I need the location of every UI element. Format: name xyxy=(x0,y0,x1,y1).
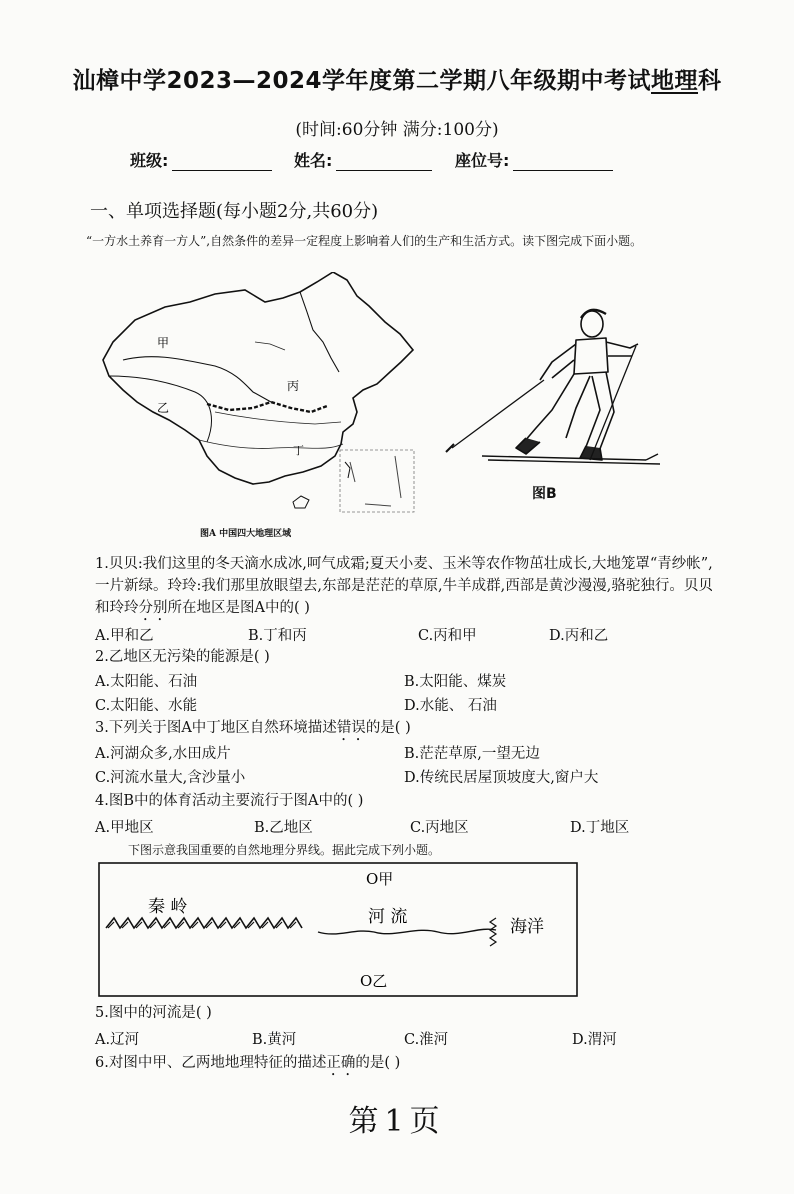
question-4: 4.图B中的体育活动主要流行于图A中的( ) xyxy=(95,793,364,809)
name-field xyxy=(294,148,432,171)
q2-option-c[interactable]: C.太阳能、水能 xyxy=(95,698,198,714)
title-tail: 科 xyxy=(698,68,722,94)
q5-option-c[interactable]: C.淮河 xyxy=(404,1032,449,1048)
river xyxy=(318,929,496,934)
boundary-frame xyxy=(99,863,577,996)
q6-stem-pre: 6.对图中甲、乙两地地理特征的描述 xyxy=(95,1055,327,1071)
q4-option-a[interactable]: A.甲地区 xyxy=(95,820,154,836)
q4-option-c[interactable]: C.丙地区 xyxy=(410,820,469,836)
boundary-line xyxy=(300,292,339,372)
china-outline xyxy=(103,272,413,484)
region-label-yi: 乙 xyxy=(157,401,170,415)
q5-option-a[interactable]: A.辽河 xyxy=(95,1032,140,1048)
ski xyxy=(488,460,660,464)
boundary-line xyxy=(123,357,271,402)
q3-option-c[interactable]: C.河流水量大,含沙量小 xyxy=(95,770,246,786)
q1-line3-pre: 和玲玲 xyxy=(95,600,139,616)
q3-emphasis: 错误 xyxy=(336,720,366,736)
q1-option-c[interactable]: C.丙和甲 xyxy=(418,628,477,644)
q3-stem-pre: 3.下列关于图A中丁地区自然环境描述 xyxy=(95,720,337,736)
question-6 xyxy=(95,1052,400,1079)
skier-left-leg xyxy=(524,374,590,442)
q3-option-b[interactable]: B.茫茫草原,一望无边 xyxy=(404,746,540,762)
section-heading: 一、单项选择题(每小题2分,共60分) xyxy=(90,201,379,222)
label-jia: O甲 xyxy=(366,870,394,888)
name-blank xyxy=(336,152,432,171)
q4-option-d[interactable]: D.丁地区 xyxy=(570,820,630,836)
boundary-intro: 下图示意我国重要的自然地理分界线。据此完成下列小题。 xyxy=(128,843,441,857)
hainan-island xyxy=(293,496,309,508)
skier-boot xyxy=(516,438,540,454)
river-line xyxy=(215,412,341,424)
china-map-figure xyxy=(95,272,425,542)
label-sea: 海洋 xyxy=(510,917,544,937)
label-river: 河 流 xyxy=(368,907,408,927)
region-label-jia: 甲 xyxy=(157,336,170,350)
q1-option-a[interactable]: A.甲和乙 xyxy=(95,628,154,644)
q3-stem-post: 的是( ) xyxy=(365,720,411,736)
skier-figure xyxy=(440,300,665,475)
label-yi: O乙 xyxy=(360,972,388,990)
q6-stem-post: 的是( ) xyxy=(355,1055,401,1071)
question-5: 5.图中的河流是( ) xyxy=(95,1005,212,1021)
ski-tip xyxy=(646,454,658,460)
taiwan-island xyxy=(345,462,350,478)
q1-line2: 一片新绿。玲玲:我们那里放眼望去,东部是茫茫的草原,牛羊成群,西部是黄沙漫漫,骆驼独行。贝贝 xyxy=(95,578,713,594)
boundary-figure xyxy=(98,862,578,997)
river-line xyxy=(255,342,285,350)
qinling-huaihe-line xyxy=(207,402,327,412)
q1-line3 xyxy=(95,597,775,624)
south-sea-inset xyxy=(340,450,414,512)
q3-option-d[interactable]: D.传统民居屋顶坡度大,窗户大 xyxy=(404,770,599,786)
skier-torso xyxy=(574,338,608,374)
exam-subtitle: (时间:60分钟 满分:100分) xyxy=(295,120,499,140)
region-label-ding: 丁 xyxy=(293,444,304,457)
skier-hat xyxy=(581,310,606,318)
question-2: 2.乙地区无污染的能源是( ) xyxy=(95,649,270,665)
skier-left-arm xyxy=(540,344,576,380)
fig-b-caption: 图B xyxy=(532,486,557,502)
q5-option-d[interactable]: D.渭河 xyxy=(572,1032,617,1048)
q1-option-d[interactable]: D.丙和乙 xyxy=(549,628,609,644)
title-subject: 地理 xyxy=(651,68,699,94)
title-main: 汕樟中学2023—2024学年度第二学期八年级期中考试 xyxy=(72,68,652,94)
ski xyxy=(482,456,646,460)
section-intro: “一方水土养育一方人”,自然条件的差异一定程度上影响着人们的生产和生活方式。读下图完成下面小题。 xyxy=(86,234,643,248)
question-1 xyxy=(95,553,775,624)
mountain-range xyxy=(106,918,302,928)
name-label: 姓名: xyxy=(294,151,333,170)
class-blank xyxy=(172,152,272,171)
class-field xyxy=(130,148,272,171)
region-label-bing: 丙 xyxy=(287,379,300,393)
river-line xyxy=(199,440,343,448)
q1-option-b[interactable]: B.丁和丙 xyxy=(248,628,307,644)
q1-line1: 1.贝贝:我们这里的冬天滴水成冰,呵气成霜;夏天小麦、玉米等农作物茁壮成长,大地笼罩“青纱帐”, xyxy=(95,556,713,572)
q4-option-b[interactable]: B.乙地区 xyxy=(254,820,313,836)
ski-pole xyxy=(590,346,636,460)
q3-option-a[interactable]: A.河湖众多,水田成片 xyxy=(95,746,231,762)
seat-label: 座位号: xyxy=(455,151,510,170)
q2-option-a[interactable]: A.太阳能、石油 xyxy=(95,674,198,690)
map-a-caption: 图A 中国四大地理区域 xyxy=(200,529,292,539)
page-number: 第1页 xyxy=(348,1104,446,1139)
q2-option-d[interactable]: D.水能、 石油 xyxy=(404,698,497,714)
q2-option-b[interactable]: B.太阳能、煤炭 xyxy=(404,674,507,690)
label-qinling: 秦 岭 xyxy=(148,897,188,917)
q1-emphasis: 分别 xyxy=(138,600,168,616)
coastline xyxy=(490,918,496,946)
q1-line3-post: 所在地区是图A中的( ) xyxy=(167,600,310,616)
seat-field xyxy=(455,148,613,171)
q5-option-b[interactable]: B.黄河 xyxy=(252,1032,297,1048)
exam-title xyxy=(0,62,794,95)
seat-blank xyxy=(513,152,613,171)
ski-pole xyxy=(452,380,544,448)
inset-marks xyxy=(350,456,401,506)
question-3 xyxy=(95,717,411,744)
q6-emphasis: 正确 xyxy=(326,1055,356,1071)
class-label: 班级: xyxy=(130,151,169,170)
